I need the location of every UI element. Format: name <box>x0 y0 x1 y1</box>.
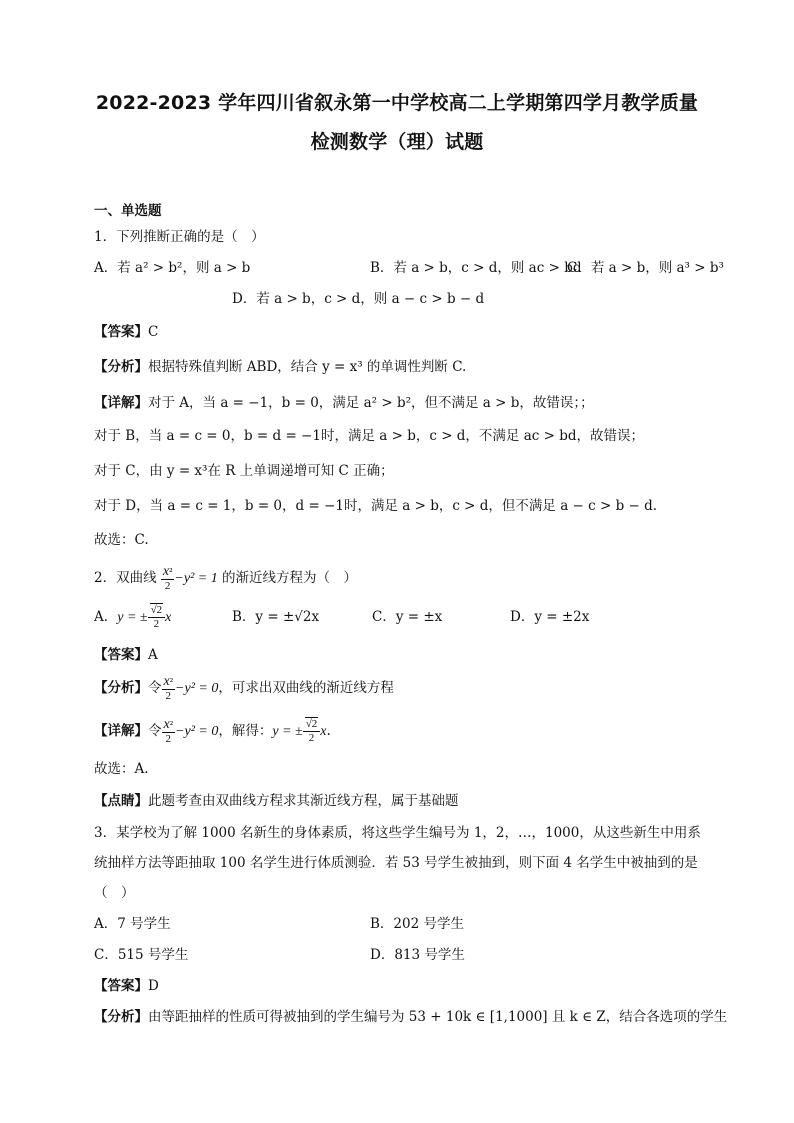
q1-choose: 故选：C. <box>94 532 149 548</box>
q2-stem: 2．双曲线 $\frac{\text{x²}}{2}$ −y² = 1 的渐近线方程为（ ） <box>94 563 358 592</box>
q2-analysis-prefix: 令 <box>148 680 162 696</box>
q2-option-d: D．y = ±2x <box>510 609 590 625</box>
q2-comment-row <box>94 791 459 811</box>
detail-tag: 【详解】 <box>94 723 148 739</box>
comment-tag: 【点睛】 <box>94 793 148 809</box>
q1-stem: 1．下列推断正确的是（ ） <box>94 229 265 245</box>
fraction-x2-over-2: $\frac{\text{x²}}{2}$ <box>162 563 173 592</box>
analysis-tag: 【分析】 <box>94 680 148 696</box>
answer-tag: 【答案】 <box>94 647 148 663</box>
q2-stem-suffix: 的渐近线方程为（ ） <box>222 570 358 586</box>
q3-stem-3: （ ） <box>94 885 135 901</box>
q2-answer-row <box>94 645 158 665</box>
q3-answer-row <box>94 976 159 996</box>
q1-analysis-row <box>94 357 466 377</box>
q1-detail-3: 对于 C，由 y = x³在 R 上单调递增可知 C 正确； <box>94 463 394 479</box>
q2-detail-prefix: 令 <box>148 723 162 739</box>
answer-tag: 【答案】 <box>94 324 148 340</box>
q2-option-c: C．y = ±x <box>372 609 443 625</box>
q1-option-d: D．若 a > b，c > d，则 a − c > b − d <box>232 291 485 307</box>
q1-answer-row <box>94 322 158 342</box>
q3-stem-2: 统抽样方法等距抽取 100 名学生进行体质测验．若 53 号学生被抽到，则下面 4 名学生中被抽到的是 <box>94 855 698 871</box>
q2-analysis-row: 【分析】令 $\frac{\text{x²}}{2}$ −y² = 0，可求出双曲线的渐近线方程 <box>94 673 394 702</box>
fraction-x2-over-2: $\frac{\text{x²}}{2}$ <box>163 673 174 702</box>
q2-detail-row: 【详解】令 $\frac{\text{x²}}{2}$ −y² = 0，解得：y = ± $\frac{√2}{2}$ x. <box>94 716 331 745</box>
q2-choose: 故选：A. <box>94 761 149 777</box>
q1-detail-1: 对于 A，当 a = −1，b = 0，满足 a² > b²，但不满足 a > b，故错误；； <box>148 395 594 411</box>
q2-analysis-suffix: ，可求出双曲线的渐近线方程 <box>218 680 394 696</box>
q1-option-a: A．若 a² > b²，则 a > b <box>94 260 251 276</box>
fraction-sqrt2-over-2: $\frac{√2}{2}$ <box>303 718 321 745</box>
q2-detail-mid: ，解得： <box>218 723 273 739</box>
page-title-line-2: 检测数学（理）试题 <box>310 131 484 153</box>
q3-analysis-row <box>94 1007 727 1027</box>
q2-option-a: A．y = ± $\frac{√2}{2}$ x <box>94 604 172 630</box>
analysis-tag: 【分析】 <box>94 1009 148 1025</box>
page-title-line-1: 2022-2023 学年四川省叙永第一中学校高二上学期第四学月教学质量 <box>95 92 699 114</box>
q2-answer: A <box>148 647 158 663</box>
section-header: 一、单选题 <box>94 203 162 219</box>
q3-option-c: C．515 号学生 <box>94 947 189 963</box>
q2-stem-prefix: 2．双曲线 <box>94 570 157 586</box>
detail-tag: 【详解】 <box>94 395 148 411</box>
q1-analysis: 根据特殊值判断 ABD，结合 y = x³ 的单调性判断 C. <box>148 359 467 375</box>
q3-analysis: 由等距抽样的性质可得被抽到的学生编号为 53 + 10k ∈ [1,1000] 且 k ∈ Z，结合各选项的学生 <box>148 1009 728 1025</box>
q1-option-c: C．若 a > b，则 a³ > b³ <box>567 260 724 276</box>
q2-option-a-label: A． <box>94 609 118 625</box>
answer-tag: 【答案】 <box>94 978 148 994</box>
fraction-x2-over-2: $\frac{\text{x²}}{2}$ <box>163 716 174 745</box>
q3-answer: D <box>148 978 159 994</box>
q1-detail-4: 对于 D，当 a = c = 1，b = 0，d = −1时，满足 a > b，c > d，但不满足 a − c > b − d. <box>94 498 658 514</box>
q3-option-b: B．202 号学生 <box>370 916 464 932</box>
q1-answer: C <box>148 324 159 340</box>
q3-option-a: A．7 号学生 <box>94 916 171 932</box>
q2-comment: 此题考查由双曲线方程求其渐近线方程，属于基础题 <box>148 793 459 809</box>
fraction-sqrt2-over-2: $\frac{√2}{2}$ <box>148 604 166 631</box>
q3-stem-1: 3．某学校为了解 1000 名新生的身体素质，将这些学生编号为 1，2，…，1000，从这些新生中用系 <box>94 825 701 841</box>
q2-option-b: B．y = ±√2x <box>232 609 320 625</box>
analysis-tag: 【分析】 <box>94 359 148 375</box>
q1-detail-row-1 <box>94 393 594 413</box>
q1-option-b: B．若 a > b，c > d，则 ac > bd <box>370 260 582 276</box>
q3-option-d: D．813 号学生 <box>370 947 465 963</box>
q1-detail-2: 对于 B，当 a = c = 0，b = d = −1时，满足 a > b，c > d，不满足 ac > bd，故错误； <box>94 428 645 444</box>
